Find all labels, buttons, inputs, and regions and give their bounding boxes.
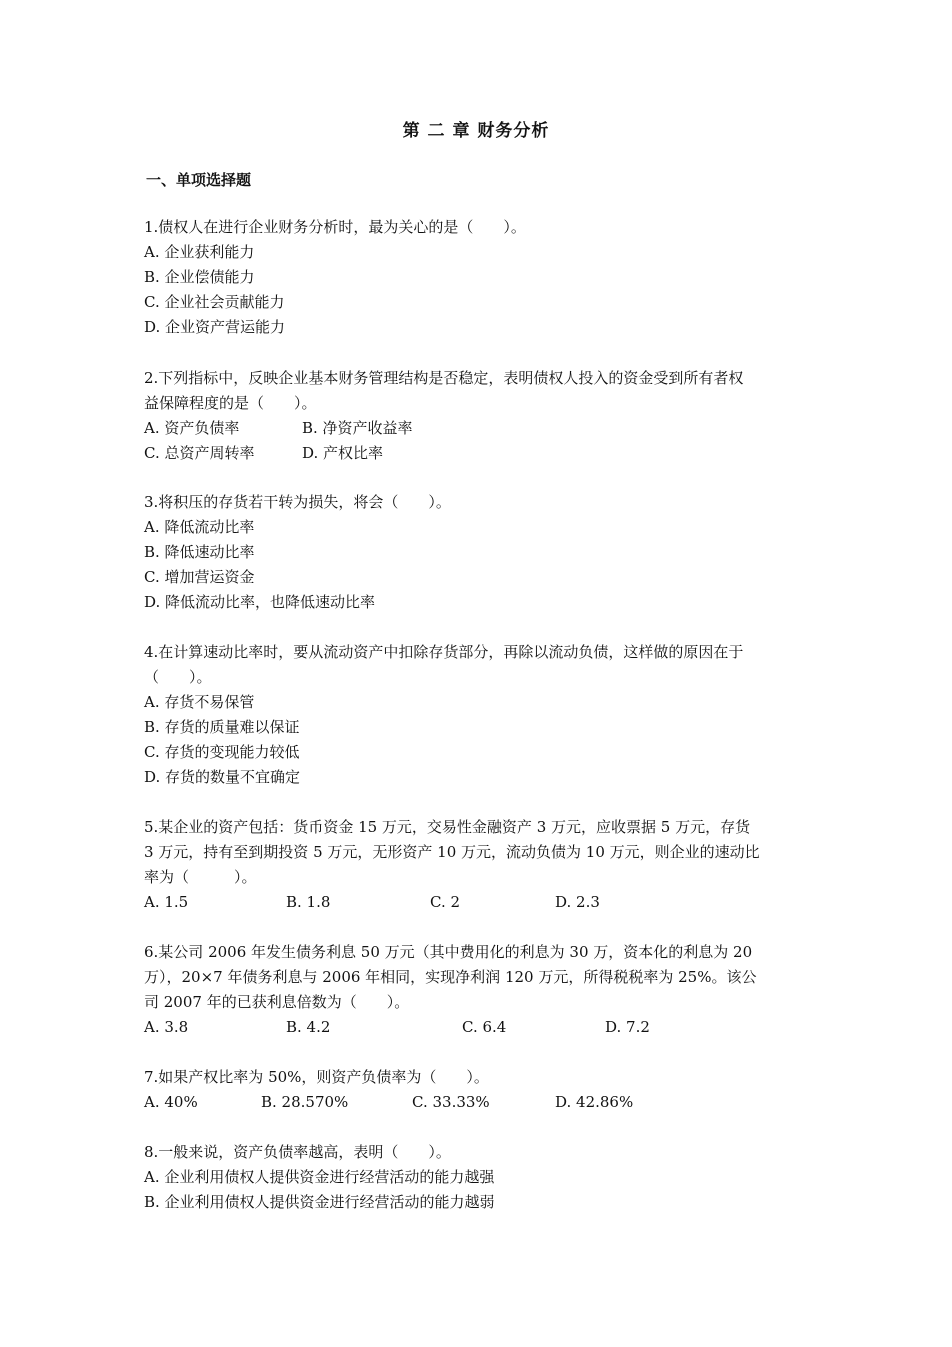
- options-row: [144, 441, 814, 466]
- option-d: D. 7.2: [605, 1018, 650, 1036]
- option-d: D. 企业资产营运能力: [144, 318, 286, 336]
- question-stem-cont: 率为（ ）。: [144, 868, 257, 886]
- question-stem-cont: 万），20×7 年债务利息与 2006 年相同，实现净利润 120 万元，所得税税率为 25%。该公: [144, 968, 757, 986]
- question-stem-cont: （ ）。: [144, 668, 212, 686]
- option-d: D. 产权比率: [302, 444, 384, 462]
- option-c: C. 总资产周转率: [144, 444, 255, 462]
- option-d: D. 降低流动比率，也降低速动比率: [144, 593, 376, 611]
- question-stem: 8.一般来说，资产负债率越高，表明（ ）。: [144, 1143, 451, 1161]
- question-stem: 7.如果产权比率为 50%，则资产负债率为（ ）。: [144, 1068, 489, 1086]
- question-2: [144, 366, 814, 466]
- question-5: [144, 815, 814, 915]
- question-stem: 4.在计算速动比率时，要从流动资产中扣除存货部分，再除以流动负债，这样做的原因在于: [144, 643, 744, 661]
- option-a: A. 企业获利能力: [144, 243, 255, 261]
- option-b: B. 28.570%: [261, 1093, 349, 1111]
- question-stem: 3.将积压的存货若干转为损失，将会（ ）。: [144, 493, 451, 511]
- option-c: C. 增加营运资金: [144, 568, 255, 586]
- chapter-title: 第 二 章 财务分析: [402, 121, 550, 141]
- question-stem: 5.某企业的资产包括：货币资金 15 万元，交易性金融资产 3 万元，应收票据 5 万元，存货: [144, 818, 751, 836]
- option-a: A. 40%: [144, 1093, 198, 1111]
- options-row: [144, 1015, 814, 1040]
- option-c: C. 2: [430, 893, 461, 911]
- option-a: A. 1.5: [144, 893, 189, 911]
- question-1: [144, 215, 814, 340]
- option-c: C. 存货的变现能力较低: [144, 743, 300, 761]
- option-b: B. 4.2: [286, 1018, 331, 1036]
- question-3: [144, 490, 814, 615]
- options-row: [144, 890, 814, 915]
- option-d: D. 存货的数量不宜确定: [144, 768, 301, 786]
- option-b: B. 1.8: [286, 893, 331, 911]
- option-b: B. 净资产收益率: [302, 419, 413, 437]
- question-7: [144, 1065, 814, 1115]
- option-a: A. 降低流动比率: [144, 518, 255, 536]
- options-row: [144, 1090, 814, 1115]
- option-c: C. 企业社会贡献能力: [144, 293, 285, 311]
- question-6: [144, 940, 814, 1040]
- option-a: A. 资产负债率: [144, 419, 240, 437]
- question-stem: 6.某公司 2006 年发生债务利息 50 万元（其中费用化的利息为 30 万，资本化的利息为 20: [144, 943, 753, 961]
- question-4: [144, 640, 814, 790]
- option-b: B. 降低速动比率: [144, 543, 255, 561]
- option-b: B. 企业利用债权人提供资金进行经营活动的能力越弱: [144, 1193, 495, 1211]
- section-heading: 一、单项选择题: [146, 171, 252, 189]
- option-b: B. 企业偿债能力: [144, 268, 255, 286]
- question-stem-cont: 3 万元，持有至到期投资 5 万元，无形资产 10 万元，流动负债为 10 万元，则企业的速动比: [144, 843, 760, 861]
- option-a: A. 3.8: [144, 1018, 189, 1036]
- question-stem: 2.下列指标中，反映企业基本财务管理结构是否稳定，表明债权人投入的资金受到所有者权: [144, 369, 744, 387]
- option-c: C. 33.33%: [412, 1093, 490, 1111]
- question-stem-cont: 司 2007 年的已获利息倍数为（ ）。: [144, 993, 410, 1011]
- option-c: C. 6.4: [462, 1018, 507, 1036]
- question-8: [144, 1140, 814, 1215]
- question-stem-cont: 益保障程度的是（ ）。: [144, 394, 317, 412]
- option-d: D. 42.86%: [555, 1093, 634, 1111]
- options-row: [144, 416, 814, 441]
- option-b: B. 存货的质量难以保证: [144, 718, 300, 736]
- option-a: A. 企业利用债权人提供资金进行经营活动的能力越强: [144, 1168, 495, 1186]
- option-d: D. 2.3: [555, 893, 600, 911]
- option-a: A. 存货不易保管: [144, 693, 255, 711]
- question-stem: 1.债权人在进行企业财务分析时，最为关心的是（ ）。: [144, 218, 526, 236]
